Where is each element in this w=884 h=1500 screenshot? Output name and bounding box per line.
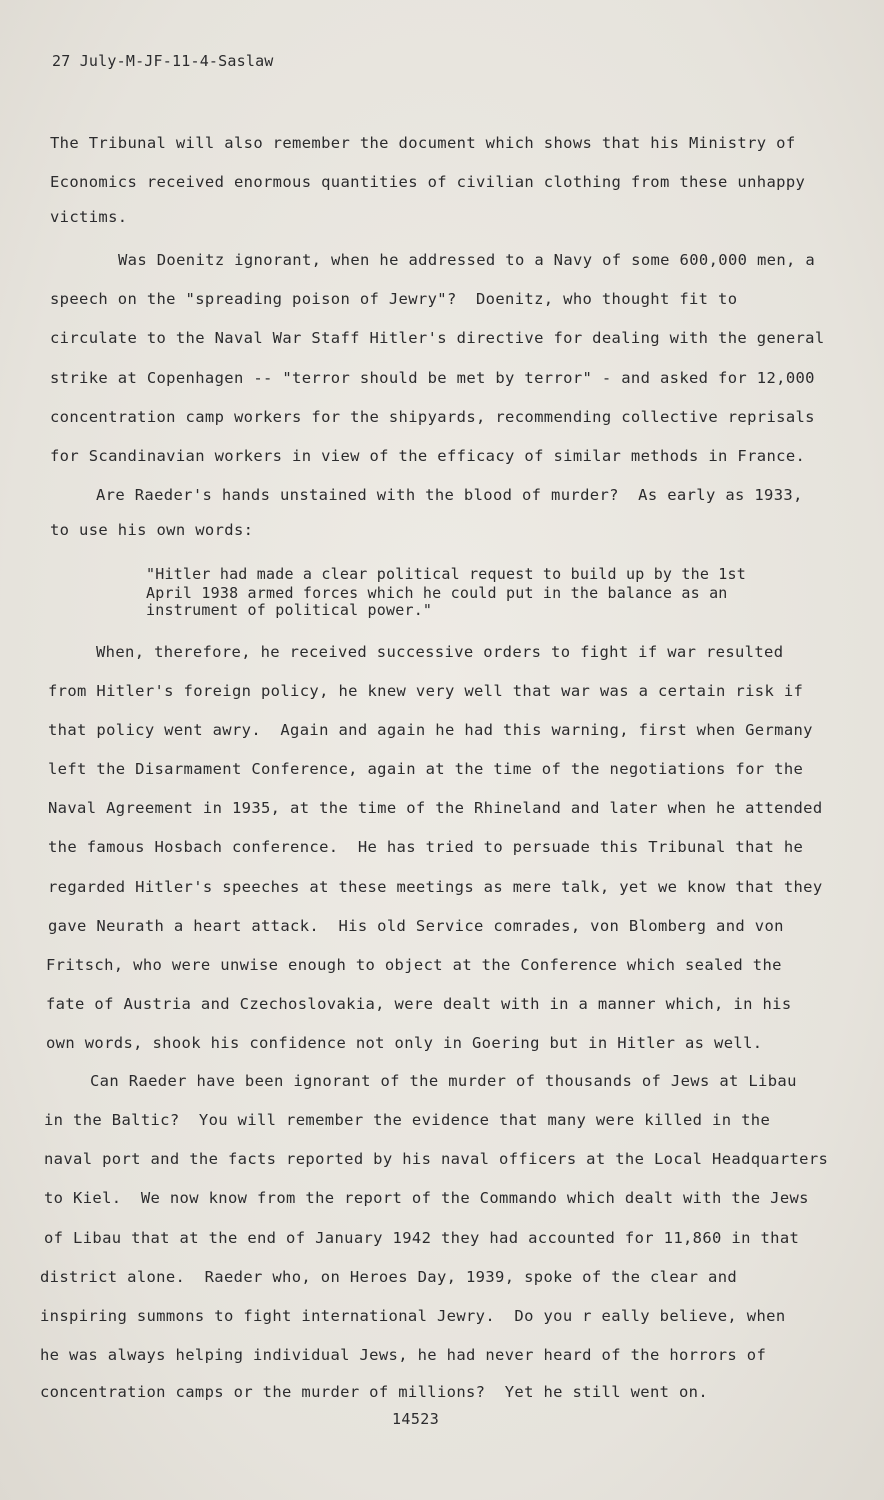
- text-line: Was Doenitz ignorant, when he addressed to a Navy of some 600,000 men, a: [118, 251, 816, 269]
- text-line: Fritsch, who were unwise enough to object at the Conference which sealed the: [46, 956, 782, 974]
- text-line: own words, shook his confidence not only in Goering but in Hitler as well.: [46, 1034, 763, 1052]
- text-line: gave Neurath a heart attack. His old Service comrades, von Blomberg and von: [48, 917, 784, 935]
- text-line: district alone. Raeder who, on Heroes Day, 1939, spoke of the clear and: [40, 1268, 738, 1286]
- quote-line: April 1938 armed forces which he could put in the balance as an: [146, 584, 728, 602]
- text-line: strike at Copenhagen -- "terror should be met by terror" - and asked for 12,000: [50, 369, 815, 387]
- text-line: Economics received enormous quantities of civilian clothing from these unhappy: [50, 173, 806, 191]
- text-line: The Tribunal will also remember the document which shows that his Ministry of: [50, 134, 796, 152]
- text-line: to Kiel. We now know from the report of the Commando which dealt with the Jews: [44, 1189, 809, 1207]
- page-header: 27 July-M-JF-11-4-Saslaw: [52, 52, 274, 70]
- text-line: in the Baltic? You will remember the evidence that many were killed in the: [44, 1111, 771, 1129]
- text-line: the famous Hosbach conference. He has tried to persuade this Tribunal that he: [48, 838, 804, 856]
- text-line: to use his own words:: [50, 521, 254, 539]
- text-line: Can Raeder have been ignorant of the murder of thousands of Jews at Libau: [90, 1072, 797, 1090]
- text-line: he was always helping individual Jews, he had never heard of the horrors of: [40, 1346, 767, 1364]
- page-number: 14523: [392, 1410, 440, 1428]
- text-line: concentration camps or the murder of millions? Yet he still went on.: [40, 1383, 709, 1401]
- text-line: When, therefore, he received successive orders to fight if war resulted: [96, 643, 784, 661]
- text-line: circulate to the Naval War Staff Hitler's directive for dealing with the general: [50, 329, 825, 347]
- text-line: inspiring summons to fight international Jewry. Do you r eally believe, when: [40, 1307, 786, 1325]
- text-line: Are Raeder's hands unstained with the blood of murder? As early as 1933,: [96, 486, 803, 504]
- text-line: for Scandinavian workers in view of the efficacy of similar methods in France.: [50, 447, 806, 465]
- text-line: speech on the "spreading poison of Jewry"? Doenitz, who thought fit to: [50, 290, 738, 308]
- quote-line: "Hitler had made a clear political request to build up by the 1st: [146, 565, 746, 583]
- text-line: Naval Agreement in 1935, at the time of the Rhineland and later when he attended: [48, 799, 823, 817]
- text-line: regarded Hitler's speeches at these meetings as mere talk, yet we know that they: [48, 878, 823, 896]
- quote-line: instrument of political power.": [146, 601, 433, 619]
- text-line: left the Disarmament Conference, again at the time of the negotiations for the: [48, 760, 804, 778]
- text-line: of Libau that at the end of January 1942 they had accounted for 11,860 in that: [44, 1229, 800, 1247]
- text-line: naval port and the facts reported by his naval officers at the Local Headquarters: [44, 1150, 829, 1168]
- text-line: fate of Austria and Czechoslovakia, were dealt with in a manner which, in his: [46, 995, 792, 1013]
- text-line: that policy went awry. Again and again he had this warning, first when Germany: [48, 721, 813, 739]
- text-line: concentration camp workers for the shipyards, recommending collective reprisals: [50, 408, 815, 426]
- text-line: victims.: [50, 208, 128, 226]
- text-line: from Hitler's foreign policy, he knew very well that war was a certain risk if: [48, 682, 804, 700]
